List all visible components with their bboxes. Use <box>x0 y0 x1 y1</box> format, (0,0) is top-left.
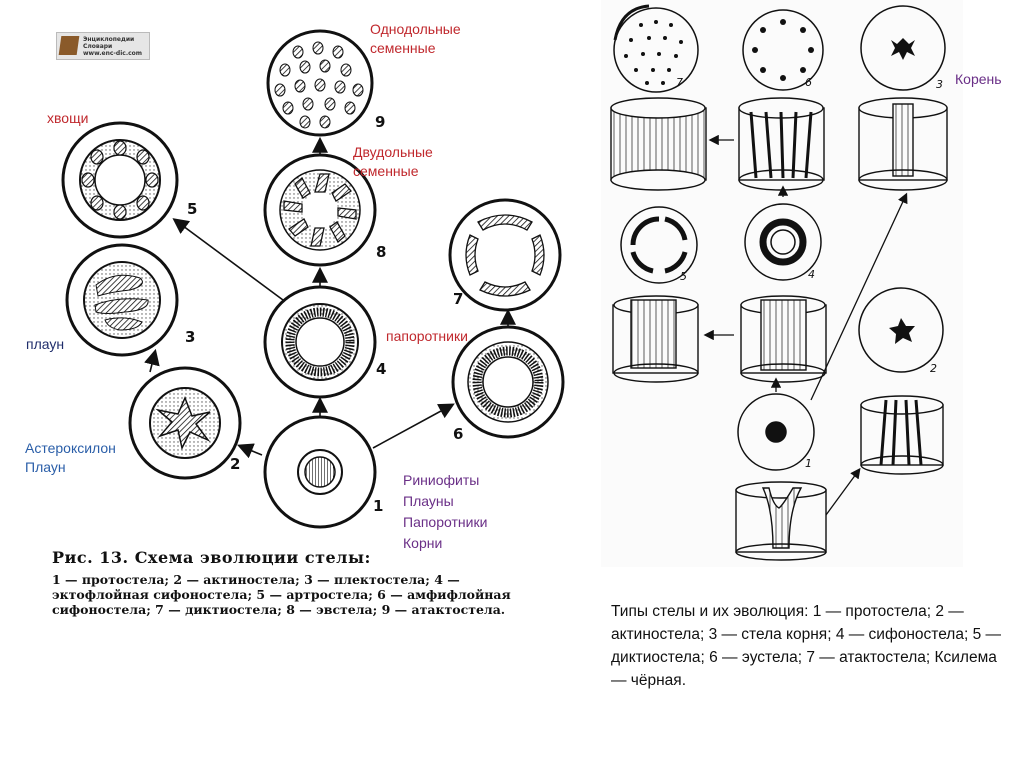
branching-axis-1 <box>736 482 826 560</box>
disc-2 <box>859 288 943 372</box>
stele-5-arthrostele <box>63 123 177 237</box>
right-number-2: 2 <box>930 362 937 375</box>
stele-1-protostele <box>265 417 375 527</box>
cylinder-5 <box>613 296 698 382</box>
right-number-6: 6 <box>805 76 812 89</box>
cylinder-7 <box>611 98 706 190</box>
cylinder-4 <box>741 296 826 382</box>
label-dicots: Двудольные семенные <box>353 144 433 179</box>
arrow-1-2 <box>240 446 262 455</box>
stele-number-2: 2 <box>230 455 241 473</box>
stele-7-dictyostele <box>450 200 560 310</box>
cylinder-3 <box>859 98 947 190</box>
disc-3 <box>861 6 945 90</box>
label-rhyniophytes: Риниофиты Плауны Папоротники Корни <box>403 472 488 551</box>
figure-caption-body: 1 — протостела; 2 — актиностела; 3 — плектостела; 4 — эктофлойная сифоностела; 5 — артростела; 6 — амфифлойная сифоностела; 7 — диктиостела; 8 — эвстела; 9 — атактостела. <box>52 572 511 617</box>
stele-number-9: 9 <box>375 113 386 131</box>
right-number-7: 7 <box>676 76 683 89</box>
label-lycopod: плаун <box>26 336 65 352</box>
logo-line1: Энциклопедии <box>83 36 135 43</box>
stele-number-7: 7 <box>453 290 464 308</box>
disc-1 <box>738 394 814 470</box>
stele-number-3: 3 <box>185 328 196 346</box>
encyclopedia-logo <box>56 32 150 60</box>
arrow-1-6 <box>373 405 452 448</box>
right-number-3: 3 <box>936 78 943 91</box>
label-asteroxylon: Астероксилон Плаун <box>25 440 116 475</box>
right-number-4: 4 <box>808 268 815 281</box>
stele-types-caption: Типы стелы и их эволюция: 1 — протостела; 2 — актиностела; 3 — стела корня; 4 — сифоностела; 5 — диктиостела; 6 — эустела; 7 — атактостела; Ксилема — чёрная. <box>611 603 1001 689</box>
arrow-4-5 <box>175 220 283 300</box>
right-number-5: 5 <box>680 270 687 283</box>
stele-number-5: 5 <box>187 200 198 218</box>
cylinder-6 <box>739 98 824 190</box>
stele-number-6: 6 <box>453 425 464 443</box>
label-monocots: Однодольные семенные <box>370 21 461 56</box>
logo-line3: www.enc-dic.com <box>83 50 143 57</box>
stele-number-4: 4 <box>376 360 387 378</box>
right-number-1: 1 <box>805 457 812 470</box>
book-icon <box>59 36 80 55</box>
stele-number-8: 8 <box>376 243 387 261</box>
arrow-1-2 <box>826 470 859 515</box>
figure-caption-title: Рис. 13. Схема эволюции стелы: <box>52 548 371 567</box>
stele-4-siphonostele <box>265 287 375 397</box>
label-ferns: папоротники <box>386 328 468 344</box>
stele-types-drawing <box>601 0 963 567</box>
stele-number-1: 1 <box>373 497 384 515</box>
logo-line2: Словари <box>83 43 113 50</box>
disc-7 <box>614 6 698 92</box>
stele-3-plectostele <box>67 245 177 355</box>
stele-types-panel <box>601 0 963 567</box>
stele-6-amphiphloic-siphonostele <box>453 327 563 437</box>
stele-2-actinostele <box>130 368 240 478</box>
label-horsetails: хвощи <box>47 110 89 126</box>
cylinder-2 <box>861 396 943 474</box>
stele-9-atactostele <box>268 31 372 135</box>
arrow-2-3 <box>150 352 155 372</box>
label-root: Корень <box>955 71 1002 87</box>
